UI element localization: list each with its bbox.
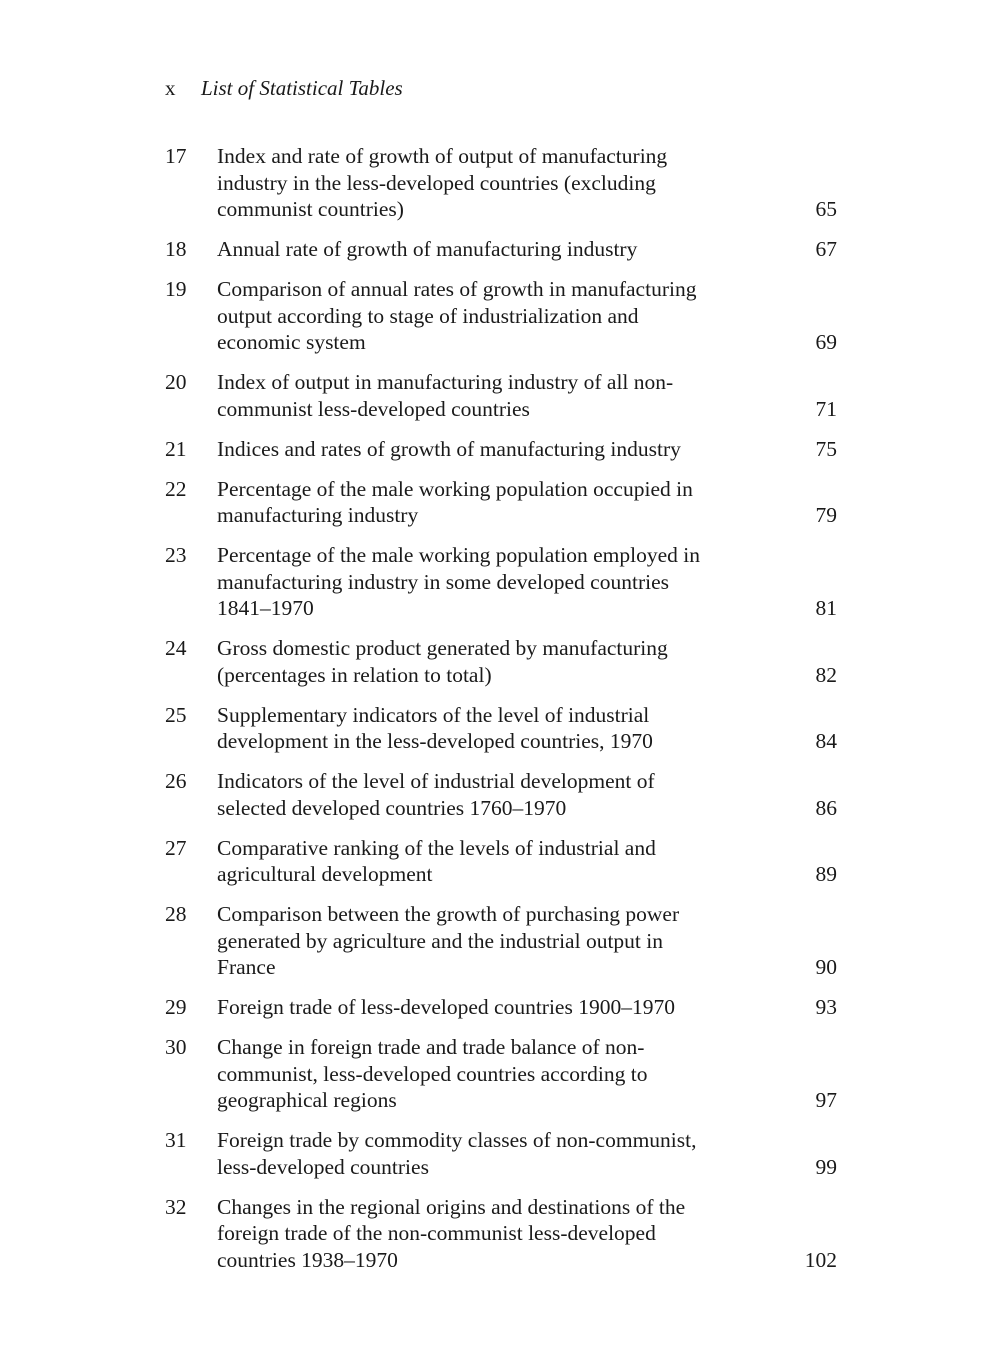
- table-entry: [165, 542, 837, 622]
- page-reference: 79: [815, 503, 837, 527]
- table-title-line: foreign trade of the non-communist less-developed: [217, 1221, 656, 1245]
- page-reference: 81: [815, 596, 837, 620]
- table-title-line: (percentages in relation to total): [217, 662, 492, 687]
- page-reference: 86: [815, 795, 837, 820]
- table-title-line: development in the less-developed countries, 1970: [217, 729, 653, 753]
- table-entry: [165, 1127, 837, 1180]
- table-number: 20: [165, 370, 187, 394]
- table-number: 24: [165, 636, 187, 660]
- table-title-line: geographical regions: [217, 1088, 397, 1112]
- table-title-line: Percentage of the male working population occupied in: [217, 476, 693, 501]
- table-title-line: communist less-developed countries: [217, 396, 530, 421]
- table-number: 29: [165, 995, 187, 1019]
- table-entry: [165, 768, 837, 821]
- table-entry: [165, 369, 837, 422]
- table-title-line: manufacturing industry: [217, 503, 419, 527]
- table-title-line: agricultural development: [217, 862, 433, 886]
- table-title-line: Change in foreign trade and trade balance of non-: [217, 1035, 645, 1059]
- table-title: [217, 1127, 767, 1180]
- table-entry: [165, 143, 837, 223]
- table-number: 30: [165, 1035, 187, 1059]
- table-number: 31: [165, 1128, 187, 1152]
- table-title-line: Index of output in manufacturing industry of all non-: [217, 370, 674, 394]
- table-title-line: Supplementary indicators of the level of industrial: [217, 702, 650, 727]
- table-title: [217, 994, 767, 1021]
- table-title-line: countries 1938–1970: [217, 1247, 398, 1272]
- table-title-line: Index and rate of growth of output of manufacturing: [217, 144, 668, 168]
- table-title: [217, 901, 767, 981]
- table-title: [217, 276, 767, 356]
- table-title: [217, 542, 767, 622]
- page-reference: 90: [815, 955, 837, 979]
- page-reference: 102: [804, 1247, 837, 1272]
- table-title-line: Foreign trade of less-developed countries 1900–1970: [217, 995, 675, 1019]
- table-title-line: communist, less-developed countries according to: [217, 1061, 648, 1086]
- table-entry: [165, 476, 837, 529]
- table-number: 28: [165, 902, 187, 926]
- table-list: [165, 143, 837, 1287]
- table-title-line: Changes in the regional origins and destinations of the: [217, 1194, 686, 1219]
- table-number: 23: [165, 543, 187, 567]
- table-number: 25: [165, 702, 187, 727]
- table-number: 26: [165, 769, 187, 793]
- page-reference: 99: [815, 1154, 837, 1179]
- page-reference: 65: [815, 197, 837, 221]
- table-title: [217, 476, 767, 529]
- table-title-line: Comparison of annual rates of growth in manufacturing: [217, 277, 697, 301]
- table-title-line: manufacturing industry in some developed countries: [217, 569, 669, 594]
- table-entry: [165, 236, 837, 263]
- table-number: 18: [165, 237, 187, 261]
- table-title: [217, 635, 767, 688]
- table-number: 17: [165, 144, 187, 168]
- table-entry: [165, 835, 837, 888]
- table-entry: [165, 994, 837, 1021]
- table-title: [217, 143, 767, 223]
- table-title-line: Comparison between the growth of purchasing power: [217, 902, 680, 926]
- table-title-line: Indicators of the level of industrial development of: [217, 769, 655, 793]
- page-reference: 71: [815, 396, 837, 421]
- table-title: [217, 236, 767, 263]
- table-title-line: 1841–1970: [217, 596, 314, 620]
- table-number: 22: [165, 476, 187, 501]
- page-reference: 97: [815, 1088, 837, 1112]
- table-entry: [165, 276, 837, 356]
- table-entry: [165, 436, 837, 463]
- table-title: [217, 1194, 767, 1274]
- page-reference: 69: [815, 330, 837, 354]
- table-entry: [165, 635, 837, 688]
- table-title-line: less-developed countries: [217, 1154, 429, 1179]
- table-title-line: industry in the less-developed countries (excluding: [217, 170, 656, 195]
- page-reference: 82: [815, 662, 837, 687]
- table-number: 19: [165, 277, 187, 301]
- table-title: [217, 835, 767, 888]
- table-number: 21: [165, 436, 187, 461]
- table-title-line: Comparative ranking of the levels of industrial and: [217, 835, 656, 860]
- table-title: [217, 369, 767, 422]
- table-title: [217, 436, 767, 463]
- table-entry: [165, 1034, 837, 1114]
- table-number: 27: [165, 835, 187, 860]
- header-page-number: x: [165, 76, 176, 100]
- table-title-line: economic system: [217, 330, 366, 354]
- table-title: [217, 1034, 767, 1114]
- table-entry: [165, 702, 837, 755]
- table-title-line: Annual rate of growth of manufacturing industry: [217, 237, 638, 261]
- table-title: [217, 768, 767, 821]
- table-title-line: selected developed countries 1760–1970: [217, 795, 567, 820]
- table-title-line: output according to stage of industrialization and: [217, 303, 639, 328]
- table-number: 32: [165, 1194, 187, 1219]
- table-title-line: generated by agriculture and the industrial output in: [217, 928, 663, 953]
- table-title-line: communist countries): [217, 197, 404, 221]
- table-title-line: Foreign trade by commodity classes of non-communist,: [217, 1128, 697, 1152]
- running-title: List of Statistical Tables: [201, 76, 403, 100]
- page-reference: 89: [815, 862, 837, 886]
- page-reference: 75: [815, 436, 837, 461]
- page-reference: 84: [815, 729, 837, 753]
- page-reference: 67: [815, 237, 837, 261]
- running-header: [165, 74, 403, 102]
- table-title-line: Gross domestic product generated by manufacturing: [217, 636, 668, 660]
- table-entry: [165, 1194, 837, 1274]
- table-title: [217, 702, 767, 755]
- table-title-line: Indices and rates of growth of manufacturing industry: [217, 436, 681, 461]
- table-entry: [165, 901, 837, 981]
- table-title-line: France: [217, 955, 276, 979]
- page-reference: 93: [815, 995, 837, 1019]
- table-title-line: Percentage of the male working population employed in: [217, 543, 701, 567]
